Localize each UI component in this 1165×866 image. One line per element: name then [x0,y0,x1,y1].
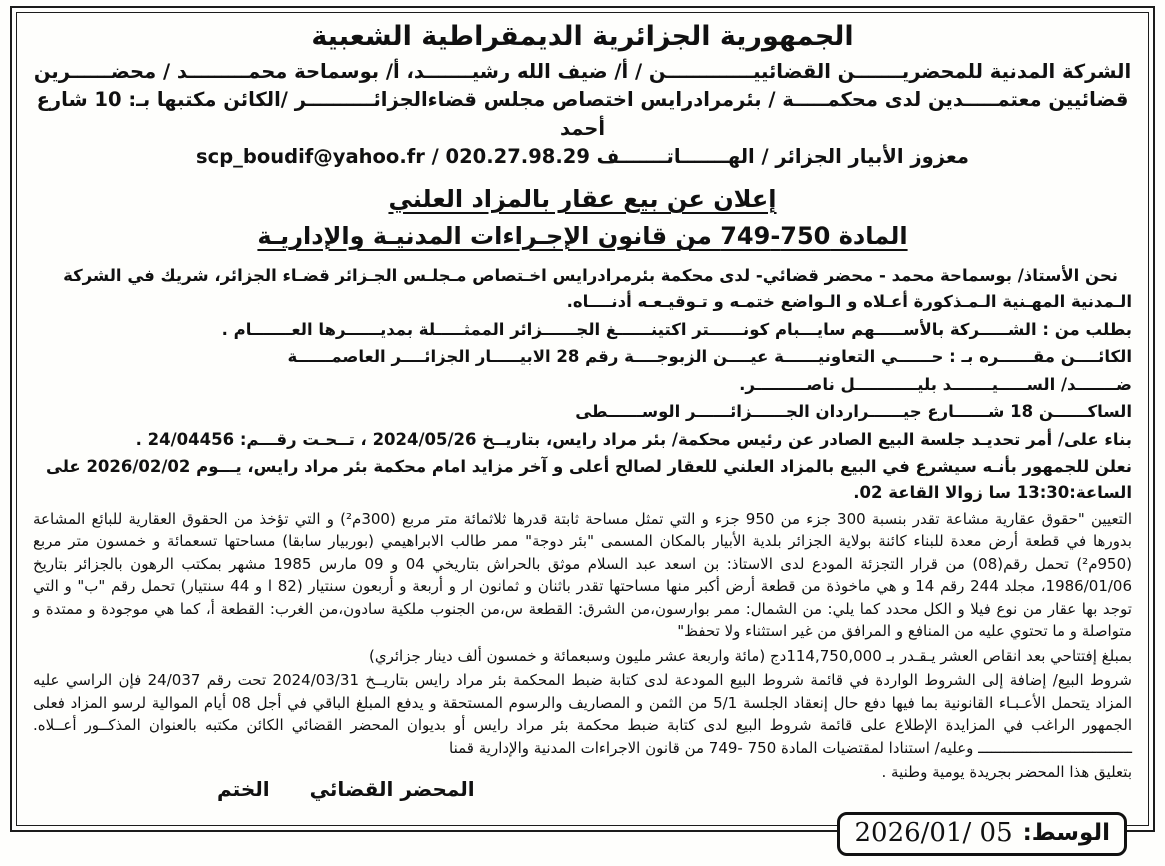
bailiff-signature-label: المحضر القضائي [309,777,475,801]
edition-region-label: الوسط: [1022,820,1110,846]
document-inner-frame [16,12,1149,826]
firm-court-line: قضائيين معتمـــــدين لدى محكمـــــة / بئرمرادرايس اختصاص مجلس قضاءالجزائــــــــــر /الكائن مكتبها بـ: 10 شارع أحمد [36,88,1129,140]
property-designation-paragraph: التعيين "حقوق عقارية مشاعة تقدر بنسبة 300 جزء من 950 جزء و التي تمثل مساحة ثابتة قدرها ثلاثمائة متر مربع (300م²) و التي تؤخذ من الحقوق العقارية للبائع المشاعة بدورها في قطعة أرض معدة للبناء كائنة بولاية الجزائر بلدية الأبيار بالمكان المسمى "بئر دوجة" ممر طالب الابراهيمي (بوربيار سابقا) مساحتها تسعمائة و خمسون متر مربع (950م²) تحمل رقم(08) من قرار التجزئة المودع لدى الاستاذ: بن اسعد عبد السلام موثق بالحراش بتاريخي 04 و 09 مارس 1985 مشهر بمكتب الرهون بالجزائر بتاريخ 1986/01/06، مجلد 244 رقم 14 و هي ماخوذة من قطعة أرض أكبر منها مساحتها تقدر باثنان و ثمانون ار و أربعة و أربعون سنتيار (82 ا و 44 سنتيار) تحمل رقم "ب" و التي توجد بها عقار من نوع فيلا و الكل محدد كما يلي: من الشمال: ممر بوارسون،من الشرق: القطعة س،من الجنوب ملكية سادون،من الغرب: القطعة أ، كما هي موجودة و ممتدة و متواصلة و ما تحتوي عليه من المنافع و المرافق من غير استثناء ولا تحفظ" [33,509,1133,640]
intro-paragraph: نحن الأستاذ/ بوسماحة محمد - محضر قضائي- لدى محكمة بئرمرادرايس اخـتصاص مـجلـس الجـزائر قضـاء الجزائر، شريك في الشركة الـمدنية المهـنية الـمـذكورة أعـلاه و الـواضع ختمـه و تـوقيـعـه أدنــــاه. [63,266,1132,311]
edition-date-box [837,812,1127,856]
request-line: بطلب من : الشـــــركة بالأســـــهم سايـــبام كونــــــتر اكتينــــــغ الجــــــزائر الممثـــــلة بمديــــــرها العـــــــام . [221,319,1132,339]
edition-date: 2026/01/ 05 [854,818,1013,848]
ad-body [33,263,1132,783]
document-header [33,21,1132,171]
firm-name-line: الشركة المدنية للمحضريـــــــن القضائييـــــــــــــن / أ/ ضيف الله رشيـــــــد، أ/ بوسماحة محمـــــــــد / محضــــــرين [33,60,1132,83]
ad-title: إعلان عن بيع عقار بالمزاد العلني [388,185,777,214]
signature-row [217,777,475,801]
defendant-line: ضـــــــد/ الســـــيـــــــد بليـــــــــــل ناصـــــــــر. [739,374,1132,394]
republic-title: الجمهورية الجزائرية الديمقراطية الشعبية [311,21,854,52]
defendant-address-line: الساكــــــن 18 شــــــارع جيــــــراردان الجــــــزائــــــر الوســــــطى [575,402,1132,422]
sale-conditions-paragraph: شروط البيع/ إضافة إلى الشروط الواردة في قائمة شروط البيع المودعة لدى كتابة ضبط المحكمة بئر مراد رايس بتاريــخ 2024/03/31 تحت رقم 24/037 فإن الراسي عليه المزاد يتحمل الأعـبـاء القانونية بما فيها دفع حال إنعقاد الجلسة 5/1 من الثمن و المصاريف والرسوم المستحقة و يدفع المبلغ الباقي في أجل 08 أيام الموالية لرسو المزاد فعلى الجمهور الراغب في المزايدة الإطلاع على قائمة شروط البيع لدى كتابة ضبط محكمة بئر مراد رايس أو بديوان المحضر القضائي الكائن مكتبه بالعنوان المذكــور أعــلاه. ـــــــــــــــــــــــــــــــــــ وعليه/ استنادا لمقتضيات المادة ‪749- 750‬ من قانون الاجراءات المدنية والإدارية قمنا [33,671,1133,757]
document-outer-frame [10,6,1155,832]
court-order-line: بناء على/ أمر تحديـد جلسة البيع الصادر عن رئيس محكمة/ بئر مراد رايس، بتاريــخ 2024/05/26 ، تــحـت رقـــم: 24/04456 . [135,429,1132,449]
opening-price-line: بمبلغ إفتتاحي بعد انقاص العشر يـقـدر بـ 114,750,000دج (مائة واربعة عشر مليون وسبعمائة و خمسون ألف دينار جزائري) [369,646,1132,665]
seal-label: الختم [217,777,270,801]
posting-statement-line: بتعليق هذا المحضر بجريدة يومية وطنية . [881,763,1132,781]
firm-contact-line: معزوز الأبيار الجزائر / الهـــــــاتـــــــف 020.27.98.29 / scp_boudif@yahoo.fr [196,144,969,168]
ad-title-block [33,181,1132,255]
auction-announcement-paragraph: نعلن للجمهور بأنـه سيشرع في البيع بالمزاد العلني للعقار لصالح أعلى و آخر مزايد امام محكمة بئر مراد رايس، يـــوم 2026/02/02 على الساعة:13:30 سا زوالا القاعة 02. [46,457,1132,502]
requester-address-line: الكائــــن مقــــــره بـ : حــــــي التعاونيــــــة عيــــن الزبوجــــة رقم 28 الابيـــــار الجزائــــر العاصمــــــة [287,347,1132,367]
ad-article-reference: المادة 750-749 من قانون الإجـراءات المدنيـة والإداريـة [257,222,908,251]
